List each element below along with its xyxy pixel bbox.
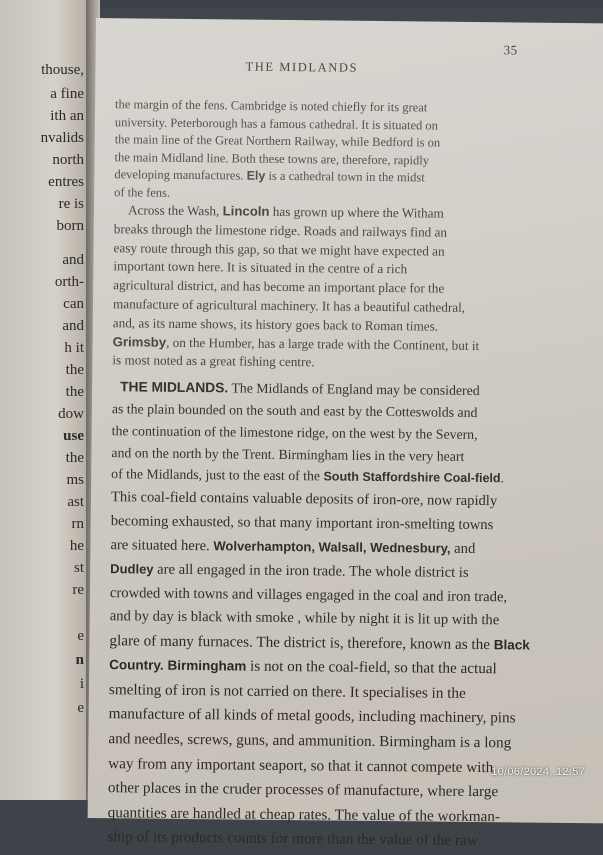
left-fragment: rn <box>71 516 84 532</box>
bold-term: Lincoln <box>222 203 270 219</box>
left-fragment: h it <box>64 340 84 356</box>
text-line: breaks through the limestone ridge. Roads and railways find an <box>113 220 448 240</box>
text-line: and, as its name shows, its history goes back to Roman times. <box>112 314 439 334</box>
text-line: is most noted as a great fishing centre. <box>112 352 315 370</box>
text-line: and on the north by the Trent. Birmingham lies in the very heart <box>111 444 465 464</box>
text-line: and needles, screws, guns, and ammunition. Birmingham is a long <box>108 730 512 752</box>
text-run: is not on the coal-field, so that the actual <box>246 657 497 678</box>
left-fragment: orth- <box>54 274 84 290</box>
text-line: easy route through this gap, so that we might have expected an <box>113 239 445 259</box>
left-fragment: e <box>77 628 84 644</box>
text-line: the continuation of the limestone ridge, on the west by the Severn, <box>111 422 478 442</box>
text-line: other places in the cruder processes of manufacture, where large <box>107 779 499 801</box>
left-fragment: nvalids <box>40 130 84 146</box>
text-run: has grown up where the Witham <box>269 203 444 221</box>
text-line: This coal-field contains valuable deposits of iron-ore, now rapidly <box>110 489 498 510</box>
text-line: important town here. It is situated in the centre of a rich <box>113 258 408 277</box>
text-line: smelting of iron is not carried on there. It specialises in the <box>108 680 466 702</box>
text-line: way from any important seaport, so that it cannot compete with <box>108 754 494 776</box>
left-page <box>0 0 92 800</box>
left-fragment: and <box>62 252 84 268</box>
paragraph <box>114 96 560 206</box>
text-line: quantities are handled at cheap rates. The value of the workman- <box>107 803 501 826</box>
left-fragment: ast <box>67 494 84 510</box>
left-fragment: he <box>69 538 84 554</box>
bold-term: Grimsby <box>112 333 167 350</box>
paragraph <box>107 629 554 855</box>
text-line: as the plain bounded on the south and east by the Cotteswolds and <box>111 401 478 420</box>
text-line: crowded with towns and villages engaged in the coal and iron trade, <box>109 584 508 606</box>
bold-term: Ely <box>246 168 266 183</box>
left-fragment: re <box>72 582 84 598</box>
text-line: and by day is black with smoke , while by night it is lit up with the <box>109 608 500 629</box>
right-page <box>88 18 603 850</box>
left-fragment: ith an <box>50 108 84 124</box>
text-run: The Midlands of England may be considered <box>228 380 480 399</box>
text-line: the main Midland line. Both these towns are, therefore, rapidly <box>114 149 430 167</box>
left-fragment: i <box>79 676 84 692</box>
page-number: 35 <box>503 42 518 58</box>
left-fragment: can <box>63 296 84 312</box>
text-run: is a cathedral town in the midst <box>265 168 425 185</box>
text-line: university. Peterborough has a famous cathedral. It is situated on <box>114 114 439 133</box>
bold-term: THE MIDLANDS. <box>120 379 229 396</box>
text-run: are all engaged in the iron trade. The whole district is <box>153 562 469 582</box>
left-fragment: a fine <box>50 86 84 102</box>
left-fragment: north <box>52 152 84 168</box>
bold-term: Wolverhampton, Walsall, Wednesbury, <box>213 538 451 556</box>
text-run: and <box>450 540 476 557</box>
text-run: are situated here. <box>110 537 214 555</box>
paragraph <box>112 220 559 375</box>
left-fragment: thouse, <box>41 62 84 78</box>
left-fragment: use <box>63 428 84 444</box>
bold-term: Birmingham <box>167 657 247 674</box>
bold-term: Dudley <box>110 561 154 578</box>
left-fragment: n <box>75 652 84 668</box>
body-text <box>107 96 560 855</box>
text-run: glare of many furnaces. The district is, therefore, known as the <box>109 631 494 653</box>
text-run: , on the Humber, has a large trade with the Continent, but it <box>166 334 480 353</box>
text-line: the margin of the fens. Cambridge is noted chiefly for its great <box>115 97 428 115</box>
left-fragment: entres <box>48 174 84 190</box>
text-line: agricultural district, and has become an important place for the <box>113 277 445 296</box>
left-fragment: re is <box>58 196 84 212</box>
text-run: of the Midlands, just to the east of the <box>111 466 324 484</box>
left-fragment: and <box>62 318 84 334</box>
left-fragment: dow <box>58 406 84 422</box>
paragraph <box>111 376 557 491</box>
bold-term: South Staffordshire Coal-field <box>323 469 501 486</box>
timestamp-overlay: 10/06/2024, 12:57 <box>491 766 585 778</box>
left-fragment: born <box>56 218 84 234</box>
left-fragment: st <box>73 560 84 576</box>
left-fragment: e <box>77 700 84 716</box>
paragraph <box>110 486 556 633</box>
text-line: manufacture of all kinds of metal goods, including machinery, pins <box>108 705 516 727</box>
bold-term: Black <box>493 636 530 653</box>
left-fragment: ms <box>66 472 84 488</box>
text-line: manufacture of agricultural machinery. It has a beautiful cathedral, <box>112 296 466 315</box>
left-fragment: the <box>65 450 84 466</box>
text-line: the main line of the Great Northern Railway, while Bedford is on <box>114 132 441 150</box>
left-fragment: the <box>65 362 84 378</box>
text-line: of the fens. <box>114 184 171 200</box>
left-fragment: the <box>65 384 84 400</box>
text-run: developing manufactures. <box>114 167 247 183</box>
text-line: becoming exhausted, so that many important iron-smelting towns <box>110 512 494 533</box>
bold-term: Country. <box>109 657 164 673</box>
text-line: ship of its products counts for more than the value of the raw <box>107 828 478 850</box>
running-head: THE MIDLANDS <box>245 59 359 75</box>
text-run: Across the Wash, <box>127 202 223 219</box>
text-run: . <box>500 470 505 486</box>
